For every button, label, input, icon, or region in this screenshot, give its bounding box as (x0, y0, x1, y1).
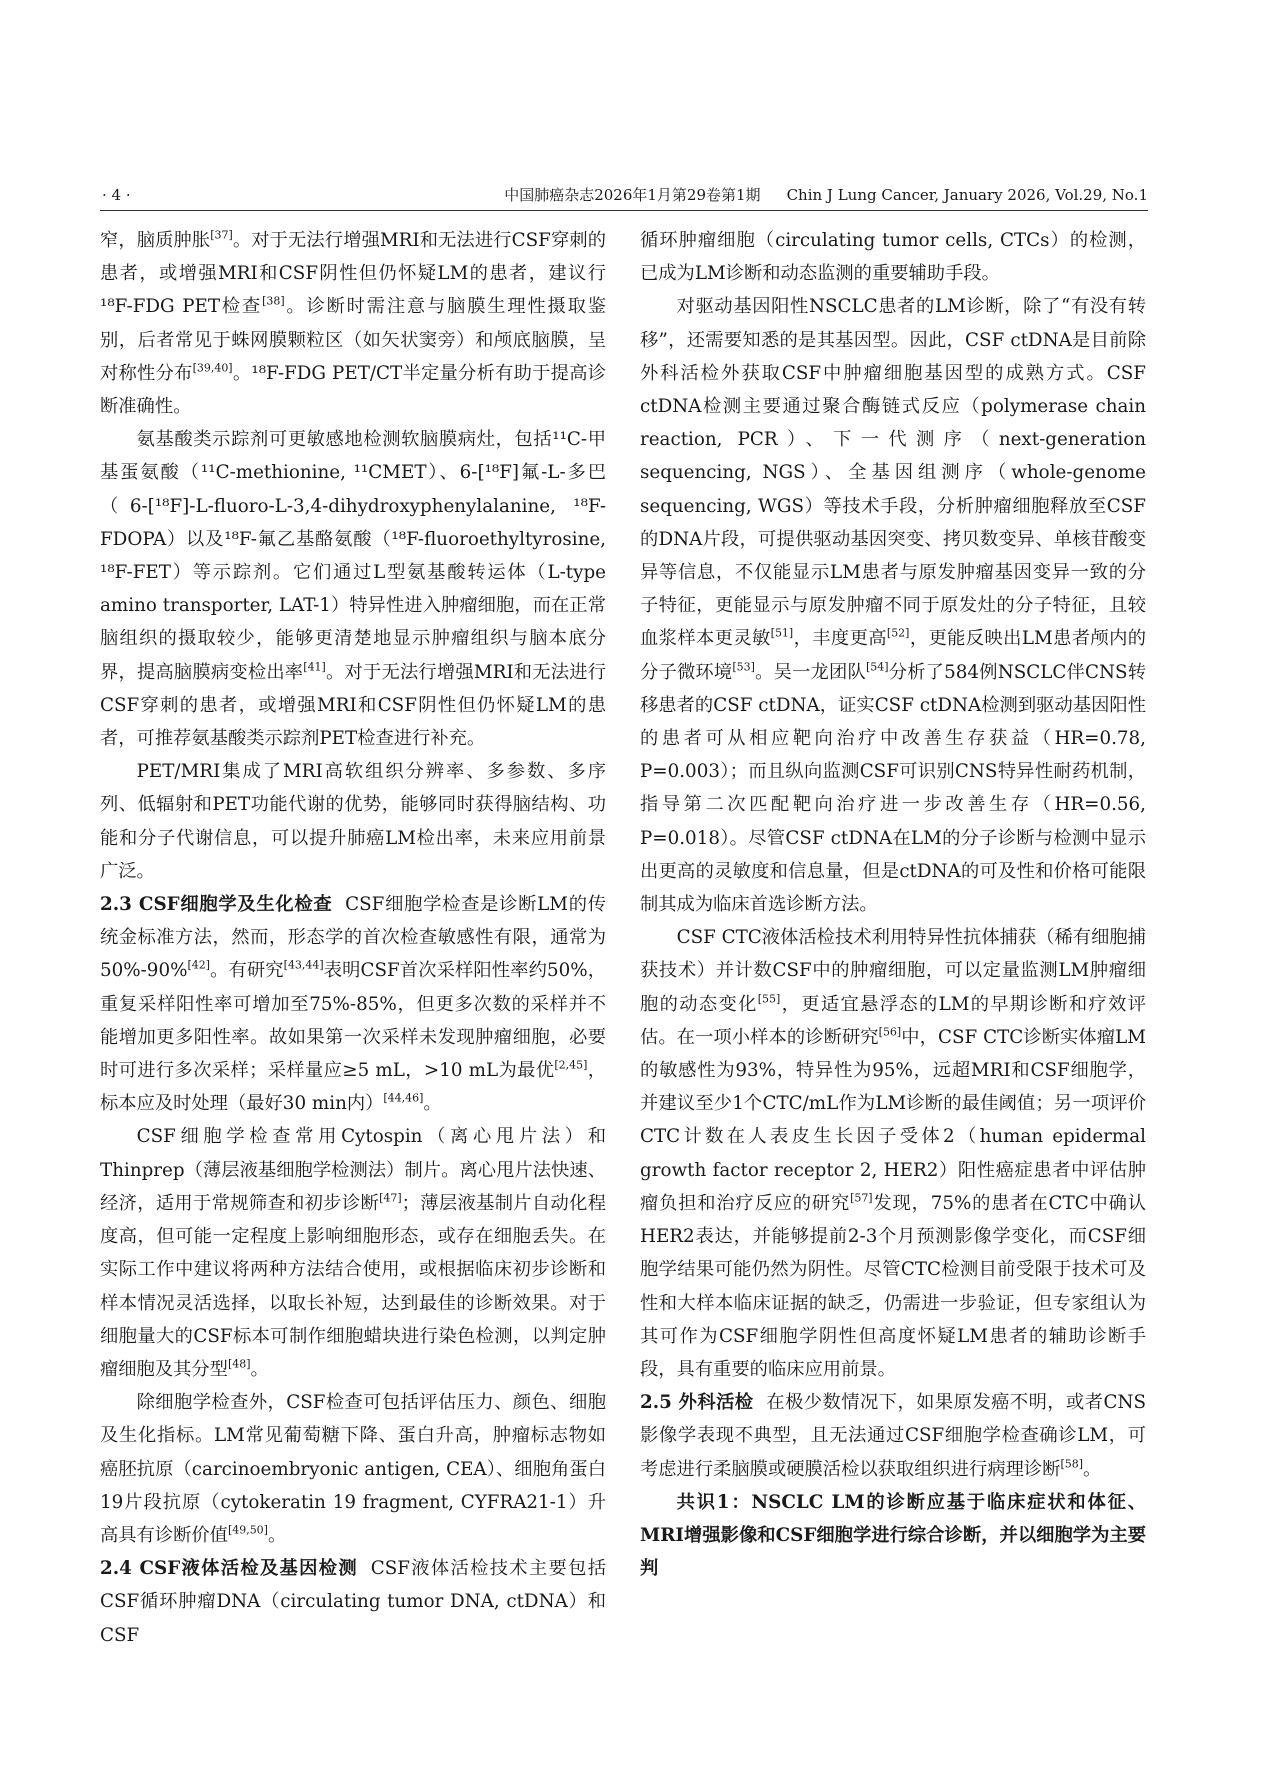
citation-ref: [41] (303, 659, 326, 673)
citation-ref: [53] (732, 659, 755, 673)
citation-ref: [43,44] (283, 958, 324, 972)
citation-ref: [51] (770, 626, 794, 640)
section-text: CSF液体活检技术主要包括CSF循环肿瘤DNA（circulating tumor DNA, ctDNA）和CSF (100, 1558, 606, 1646)
citation-ref: [44,46] (383, 1091, 424, 1105)
citation-ref: [56] (878, 1025, 902, 1039)
section-text: CSF细胞学检查是诊断LM的传统金标准方法，然而，形态学的首次检查敏感性有限，通常为50%-90%[42]。有研究[43,44]表明CSF首次采样阳性率约50%，重复采样阳性率可增加至75%-85%，但更多次数的采样并不能增加更多阳性率。故如果第一次采样未发现肿瘤细胞，必要时可进行多次采样；采样量应≥5 mL，>10 mL为最优[2,45]，标本应及时处理（最好30 min内）[44,46]。 (100, 894, 606, 1115)
paragraph: 氨基酸类示踪剂可更敏感地检测软脑膜病灶，包括¹¹C-甲基蛋氨酸（¹¹C-methionine, ¹¹CMET）、6-[¹⁸F]氟-L-多巴（6-[¹⁸F]-L-fluoro-L-3,4-dihydroxyphenylalanine, ¹⁸F-FDOPA）以及¹⁸F-氟乙基酪氨酸（¹⁸F-fluoroethyltyrosine, ¹⁸F-FET）等示踪剂。它们通过L型氨基酸转运体（L-type amino transporter, LAT-1）特异性进入肿瘤细胞，而在正常脑组织的摄取较少，能够更清楚地显示肿瘤组织与脑本底分界，提高脑膜病变检出率[41]。对于无法行增强MRI和无法进行CSF穿刺的患者，或增强MRI和CSF阴性但仍怀疑LM的患者，可推荐氨基酸类示踪剂PET检查进行补充。 (100, 429, 606, 750)
paragraph: PET/MRI集成了MRI高软组织分辨率、多参数、多序列、低辐射和PET功能代谢的优势，能够同时获得脑结构、功能和分子代谢信息，可以提升肺癌LM检出率，未来应用前景广泛。 (100, 761, 606, 882)
citation-ref: [48] (227, 1357, 251, 1371)
paragraph: CSF细胞学检查常用Cytospin（离心甩片法）和Thinprep（薄层液基细胞学检测法）制片。离心甩片法快速、经济，适用于常规筛查和初步诊断[47]；薄层液基制片自动化程度高，但可能一定程度上影响细胞形态，或存在细胞丢失。在实际工作中建议将两种方法结合使用，或根据临床初步诊断和样本情况灵活选择，以取长补短，达到最佳的诊断效果。对于细胞量大的CSF标本可制作细胞蜡块进行染色检测，以判定肿瘤细胞及其分型[48]。 (100, 1126, 607, 1380)
section-heading: 2.4 CSF液体活检及基因检测 (100, 1558, 358, 1580)
journal-title-cn: 中国肺癌杂志2026年1月第29卷第1期 (504, 186, 761, 204)
citation-ref: [38] (262, 294, 285, 308)
page-number: · 4 · (102, 186, 131, 204)
citation-ref: [58] (1060, 1456, 1083, 1470)
citation-ref: [2,45] (554, 1058, 588, 1072)
citation-ref: [42] (187, 958, 210, 972)
paragraph: 循环肿瘤细胞（circulating tumor cells, CTCs）的检测，已成为LM诊断和动态监测的重要辅助手段。 (640, 230, 1146, 285)
section-2-3 (100, 888, 606, 1120)
citation-ref: [54] (865, 659, 889, 673)
citation-ref: [39,40] (192, 361, 233, 375)
consensus-statement: 共识1：NSCLC LM的诊断应基于临床症状和体征、MRI增强影像和CSF细胞学进行综合诊断，并以细胞学为主要判 (640, 1491, 1146, 1580)
citation-ref: [57] (850, 1191, 873, 1205)
paragraph: 对驱动基因阳性NSCLC患者的LM诊断，除了“有没有转移”，还需要知悉的是其基因型。因此，CSF ctDNA是目前除外科活检外获取CSF中肿瘤细胞基因型的成熟方式。CSF ctDNA检测主要通过聚合酶链式反应（polymerase chain reaction, PCR）、下一代测序（next-generation sequencing, NGS）、全基因组测序（whole-genome sequencing, WGS）等技术手段，分析肿瘤细胞释放至CSF的DNA片段，可提供驱动基因突变、拷贝数变异、单核苷酸变异等信息，不仅能显示LM患者与原发肿瘤基因变异一致的分子特征，更能显示与原发肿瘤不同于原发灶的分子特征，且较血浆样本更灵敏[51]，丰度更高[52]，更能反映出LM患者颅内的分子微环境[53]。吴一龙团队[54]分析了584例NSCLC伴CNS转移患者的CSF ctDNA，证实CSF ctDNA检测到驱动基因阳性的患者可从相应靶向治疗中改善生存获益（HR=0.78, P=0.003）；而且纵向监测CSF可识别CNS特异性耐药机制，指导第二次匹配靶向治疗进一步改善生存（HR=0.56, P=0.018）。尽管CSF ctDNA在LM的分子诊断与检测中显示出更高的灵敏度和信息量，但是ctDNA的可及性和价格可能限制其成为临床首选诊断方法。 (640, 296, 1147, 916)
journal-title-en: Chin J Lung Cancer, January 2026, Vol.29, No.1 (786, 186, 1148, 204)
citation-ref: [52] (886, 626, 910, 640)
page-header (100, 184, 1148, 211)
paragraph: 除细胞学检查外，CSF检查可包括评估压力、颜色、细胞及生化指标。LM常见葡萄糖下降、蛋白升高，肿瘤标志物如癌胚抗原（carcinoembryonic antigen, CEA）、细胞角蛋白19片段抗原（cytokeratin 19 fragment, CYFRA21-1）升高具有诊断价值[49,50]。 (100, 1392, 606, 1546)
section-2-4 (100, 1552, 606, 1652)
paragraph: 窄，脑质肿胀[37]。对于无法行增强MRI和无法进行CSF穿刺的患者，或增强MRI和CSF阴性但仍怀疑LM的患者，建议行¹⁸F-FDG PET检查[38]。诊断时需注意与脑膜生理性摄取鉴别，后者常见于蛛网膜颗粒区（如矢状窦旁）和颅底脑膜，呈对称性分布[39,40]。¹⁸F-FDG PET/CT半定量分析有助于提高诊断准确性。 (100, 228, 606, 418)
journal-info (504, 184, 1148, 206)
section-2-5 (640, 1386, 1146, 1486)
citation-ref: [37] (210, 228, 233, 242)
citation-ref: [49,50] (227, 1523, 268, 1537)
section-text: 在极少数情况下，如果原发癌不明，或者CNS影像学表现不典型，且无法通过CSF细胞学检查确诊LM，可考虑进行柔脑膜或硬膜活检以获取组织进行病理诊断[58]。 (640, 1392, 1146, 1480)
citation-ref: [47] (379, 1191, 402, 1205)
right-column (640, 224, 1146, 1585)
citation-ref: [55] (757, 992, 781, 1005)
paragraph: CSF CTC液体活检技术利用特异性抗体捕获（稀有细胞捕获技术）并计数CSF中的肿瘤细胞，可以定量监测LM肿瘤细胞的动态变化[55]，更适宜悬浮态的LM的早期诊断和疗效评估。在一项小样本的诊断研究[56]中，CSF CTC诊断实体瘤LM的敏感性为93%，特异性为95%，远超MRI和CSF细胞学，并建议至少1个CTC/mL作为LM诊断的最佳阈值；另一项评价CTC计数在人表皮生长因子受体2（human epidermal growth factor receptor 2, HER2）阳性癌症患者中评估肿瘤负担和治疗反应的研究[57]发现，75%的患者在CTC中确认HER2表达，并能够提前2-3个月预测影像学变化，而CSF细胞学结果可能仍然为阴性。尽管CTC检测目前受限于技术可及性和大样本临床证据的缺乏，仍需进一步验证，但专家组认为其可作为CSF细胞学阴性但高度怀疑LM患者的辅助诊断手段，具有重要的临床应用前景。 (640, 927, 1147, 1380)
section-heading: 2.3 CSF细胞学及生化检查 (100, 894, 333, 916)
section-heading: 2.5 外科活检 (640, 1392, 754, 1414)
left-column (100, 224, 606, 1652)
